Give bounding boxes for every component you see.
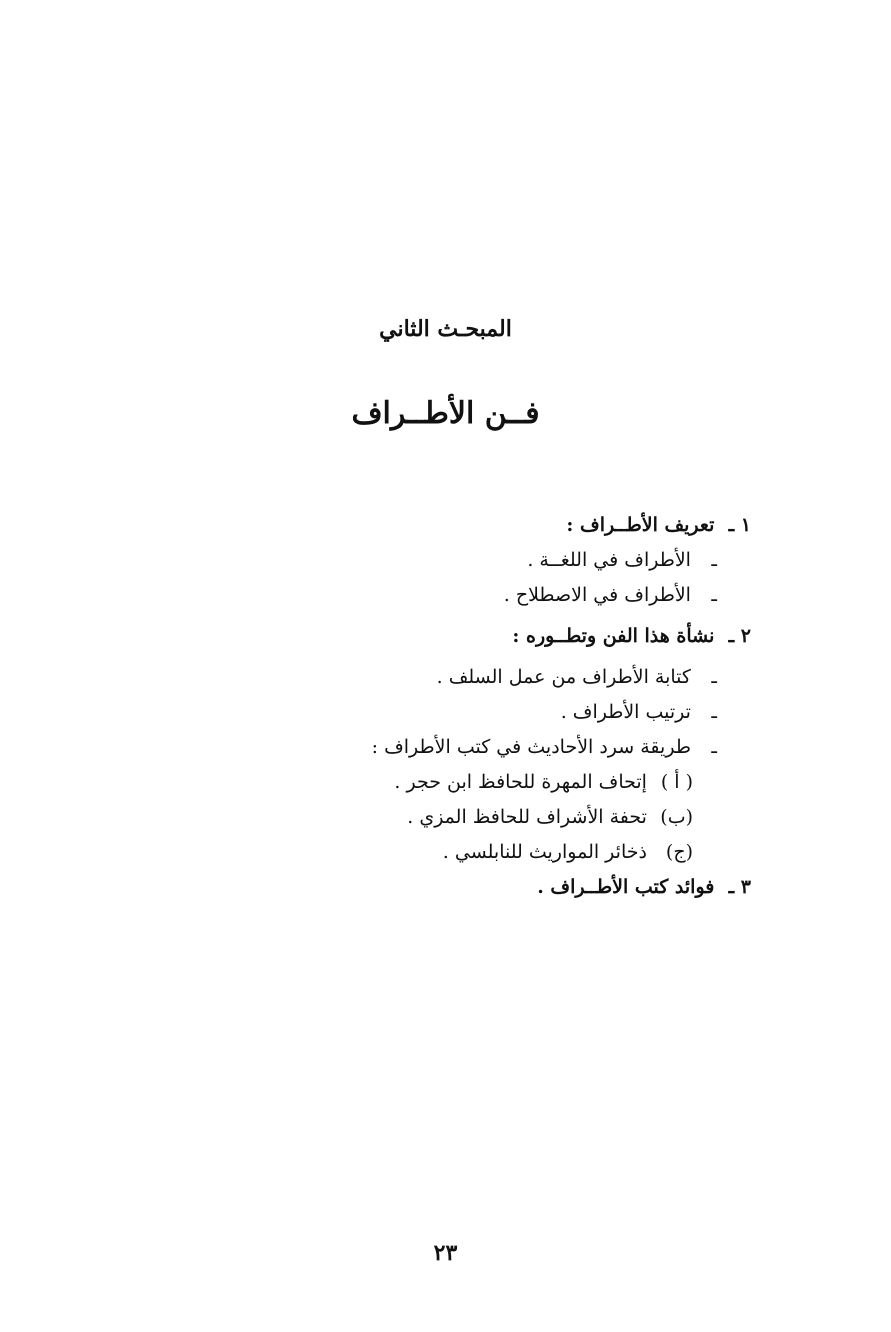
outline-subitem: [231, 695, 751, 730]
subitem-text: ترتيب الأطراف .: [560, 701, 691, 723]
outline-item-origin: [231, 619, 751, 654]
book-marker: (ج): [665, 841, 693, 863]
dash-marker: ـ: [711, 584, 717, 606]
outline-subitem: [231, 543, 751, 578]
topic-outline: [231, 508, 751, 905]
dash-marker: ـ: [711, 736, 717, 758]
dash-marker: ـ: [711, 701, 717, 723]
book-item: [231, 800, 751, 835]
outline-number: ٢ ـ: [728, 625, 751, 647]
section-label: المبحـث الثاني: [379, 316, 512, 342]
outline-number: ١ ـ: [728, 514, 751, 536]
outline-heading: تعريف الأطــراف :: [566, 514, 715, 536]
book-marker: (ب): [660, 806, 693, 828]
subitem-text: طريقة سرد الأحاديث في كتب الأطراف :: [371, 736, 691, 758]
dash-marker: ـ: [711, 549, 717, 571]
outline-heading: نشأة هذا الفن وتطــوره :: [512, 625, 715, 647]
outline-subitem: [231, 730, 751, 765]
outline-item-benefits: [231, 870, 751, 905]
book-title: ذخائر المواريث للنابلسي .: [442, 841, 647, 863]
subitem-text: الأطراف في الاصطلاح .: [503, 584, 691, 606]
dash-marker: ـ: [711, 666, 717, 688]
book-marker: ( أ ): [660, 771, 693, 793]
outline-item-definition: [231, 508, 751, 543]
subitem-text: كتابة الأطراف من عمل السلف .: [436, 666, 691, 688]
page-number: ٢٣: [433, 1240, 458, 1266]
outline-subitem: [231, 578, 751, 613]
outline-subitem: [231, 660, 751, 695]
book-item: [231, 835, 751, 870]
book-title: تحفة الأشراف للحافظ المزي .: [407, 806, 647, 828]
subitem-text: الأطراف في اللغــة .: [527, 549, 691, 571]
outline-heading: فوائد كتب الأطــراف .: [537, 876, 715, 898]
chapter-title: فــن الأطــراف: [351, 396, 540, 431]
outline-number: ٣ ـ: [728, 876, 751, 898]
book-item: [231, 765, 751, 800]
book-title: إتحاف المهرة للحافظ ابن حجر .: [394, 771, 647, 793]
